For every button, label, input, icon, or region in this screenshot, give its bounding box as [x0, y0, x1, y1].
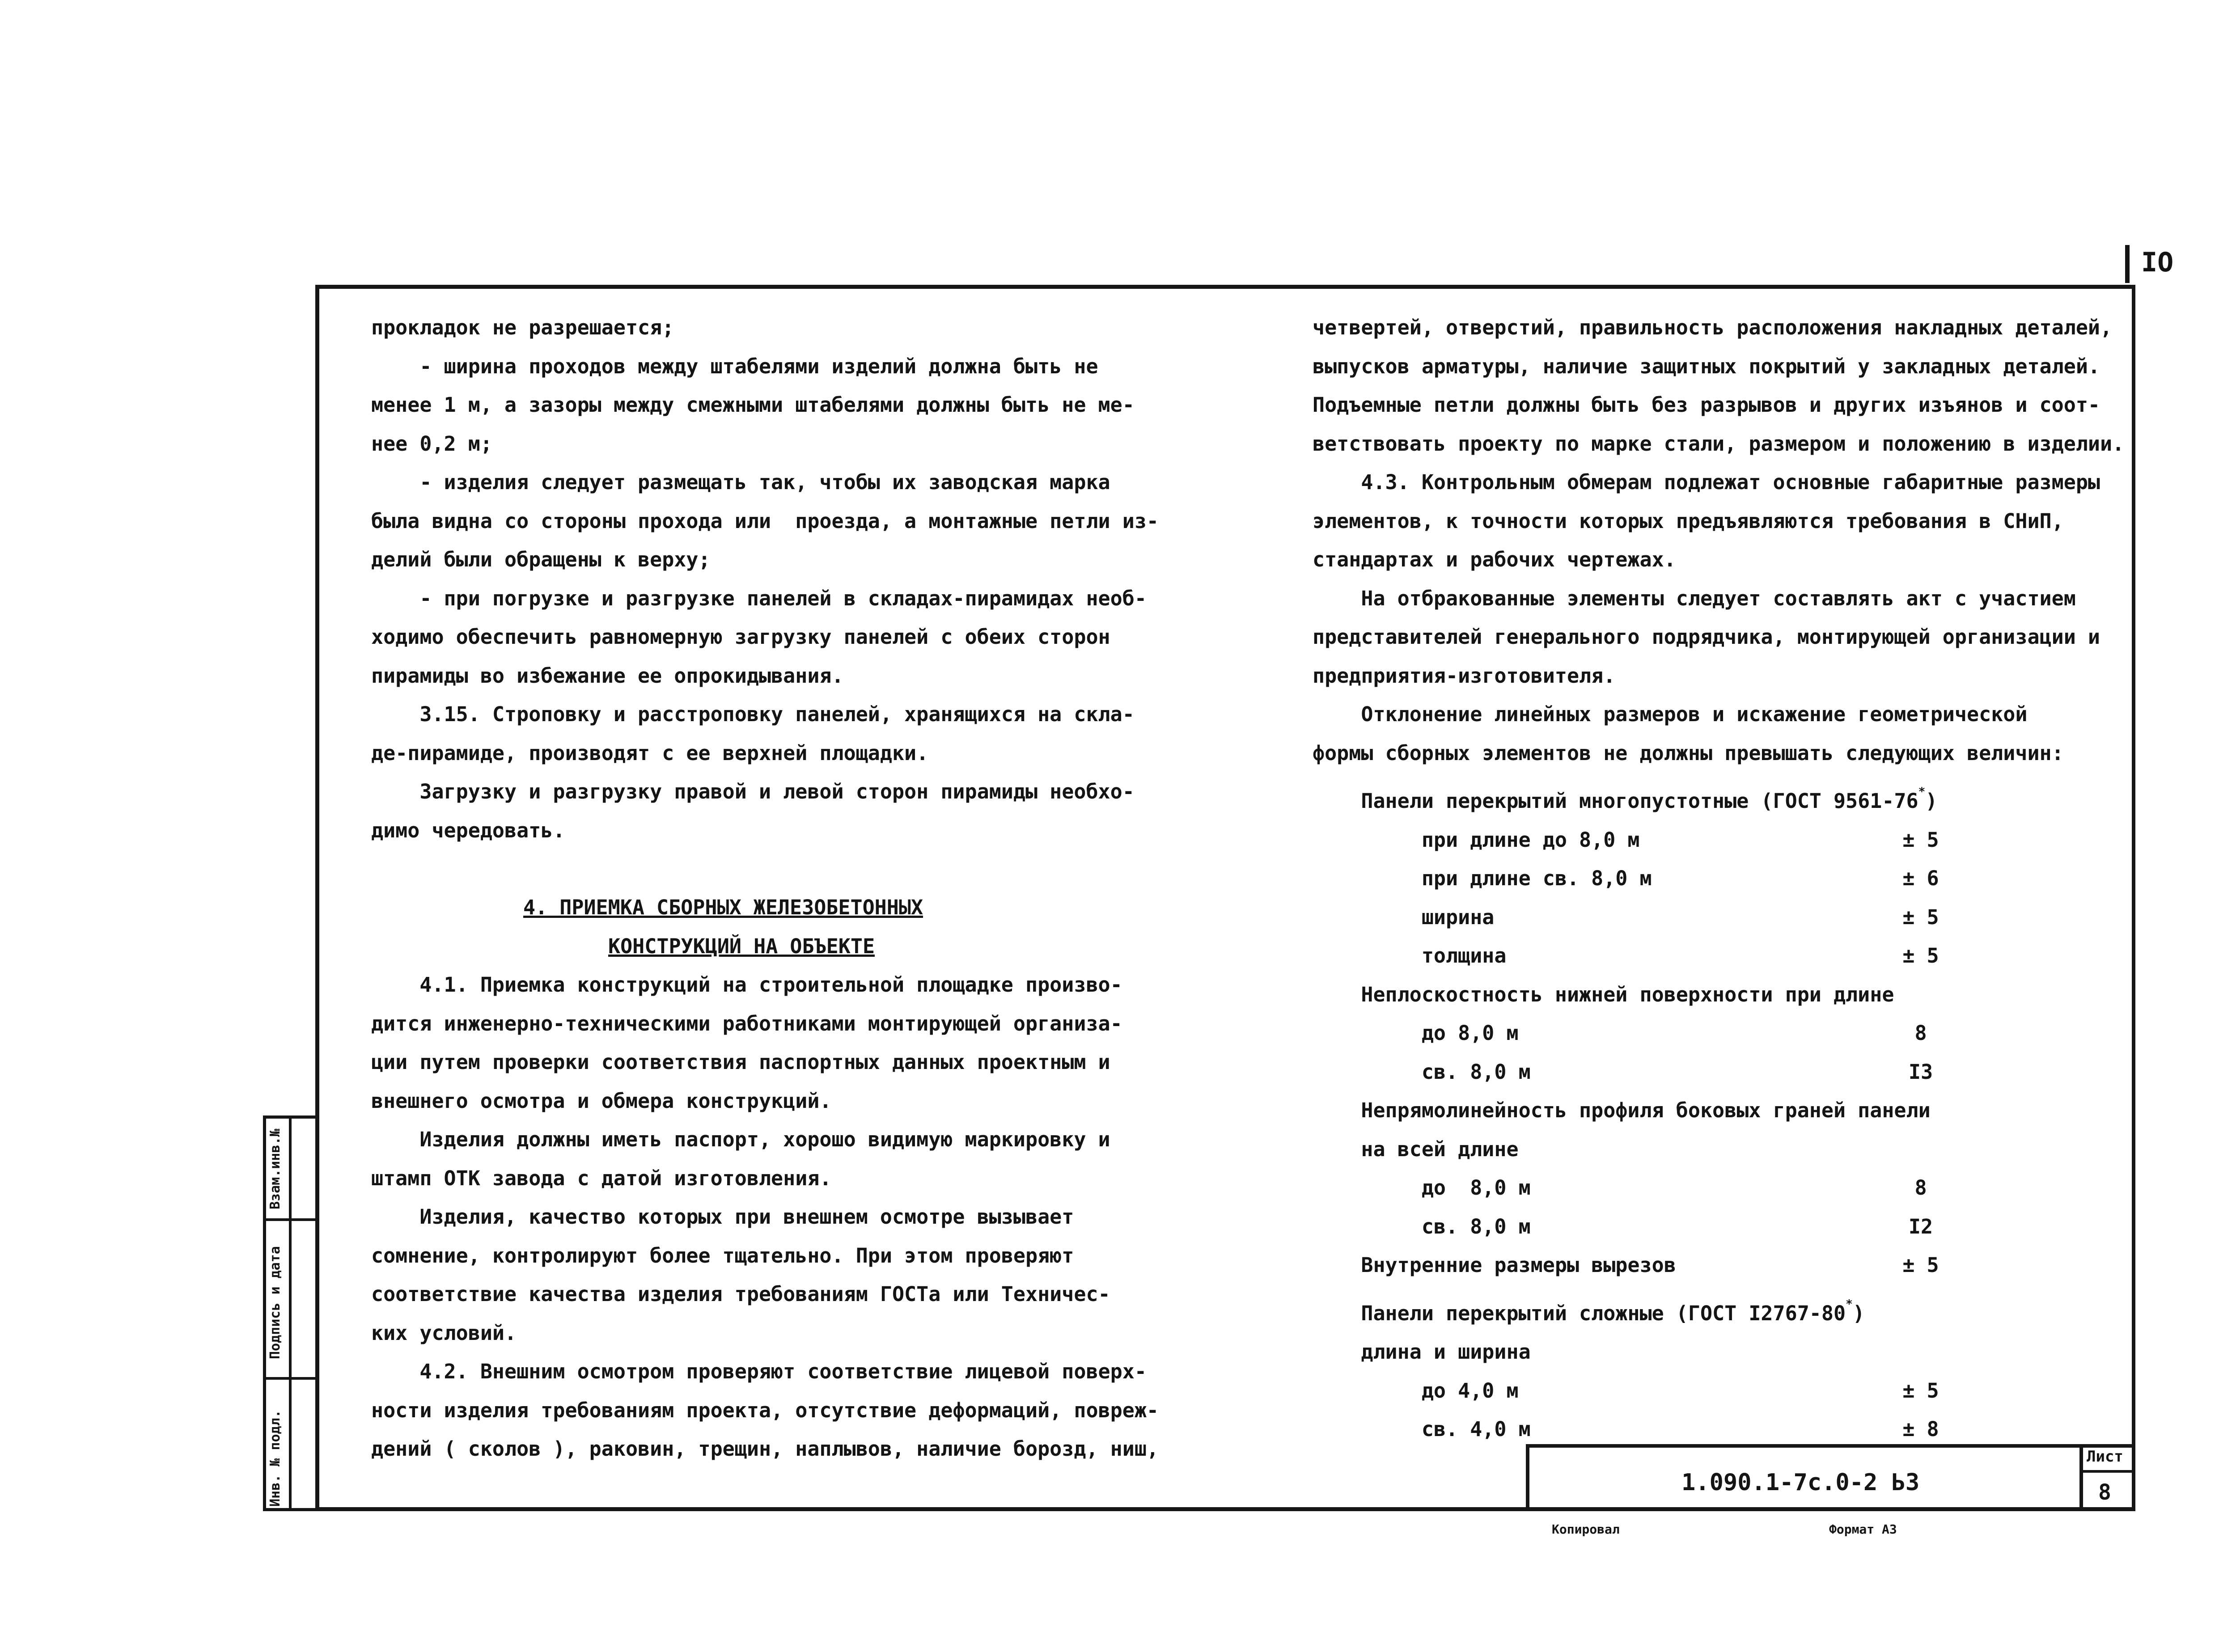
tolerance-row	[1313, 1130, 2122, 1169]
tolerance-row	[1313, 1246, 2122, 1285]
tolerance-name-text: Непрямолинейность профиля боковых граней панели	[1313, 1099, 1931, 1122]
tolerance-value: I2	[1908, 1214, 1933, 1238]
tolerance-row	[1313, 937, 2122, 976]
tolerance-name	[1313, 1208, 1885, 1246]
tolerance-name-text: при длине св. 8,0 м	[1313, 866, 1652, 890]
tolerance-value	[1885, 1285, 1956, 1333]
tolerance-name	[1313, 1333, 1885, 1372]
tolerance-name	[1313, 976, 1894, 1014]
paragraph-line: пирамиды во избежание ее опрокидывания.	[371, 663, 844, 688]
tolerance-name	[1313, 1169, 1885, 1208]
tolerance-name	[1313, 898, 1885, 937]
tolerance-value: 8	[1914, 1176, 1927, 1200]
paragraph-line: четвертей, отверстий, правильность расположения накладных деталей,	[1313, 316, 2113, 339]
tolerance-suffix: )	[1852, 1301, 1865, 1325]
paragraph-line: предприятия-изготовителя.	[1313, 663, 1616, 688]
tolerance-name-text: до 8,0 м	[1313, 1176, 1531, 1200]
paragraph-line: Изделия, качество которых при внешнем осмотре вызывает	[371, 1205, 1074, 1229]
tolerance-name	[1313, 1410, 1885, 1449]
tolerance-name-text: на всей длине	[1313, 1137, 1519, 1161]
sheet-box-separator	[2079, 1470, 2135, 1473]
tolerance-value	[1885, 1091, 1956, 1130]
paragraph-line: дений ( сколов ), раковин, трещин, наплывов, наличие борозд, ниш,	[371, 1437, 1159, 1461]
paragraph-line: ходимо обеспечить равномерную загрузку панелей с обеих сторон	[371, 625, 1110, 649]
tolerance-value: 8	[1914, 1021, 1927, 1045]
tolerance-row	[1313, 976, 2122, 1014]
tolerance-name	[1313, 821, 1885, 860]
tolerance-name	[1313, 1130, 1885, 1169]
document-code: 1.090.1-7с.0-2 ЬЗ	[1681, 1469, 1920, 1496]
tolerance-row	[1313, 1208, 2122, 1246]
tolerance-suffix: )	[1925, 789, 1938, 813]
tolerance-name-text: до 8,0 м	[1313, 1021, 1519, 1045]
paragraph-line: ветствовать проекту по марке стали, размером и положению в изделии.	[1313, 431, 2125, 456]
tolerance-name	[1313, 773, 1938, 821]
tolerance-name-text: толщина	[1313, 944, 1507, 968]
tolerance-name	[1313, 859, 1885, 898]
tolerance-row	[1313, 1014, 2122, 1053]
tolerance-name-text: Панели перекрытий многопустотные (ГОСТ 9561-76	[1313, 789, 1918, 813]
page-number: IO	[2141, 247, 2174, 278]
sheet-label: Лист	[2087, 1448, 2123, 1466]
paragraph-line: делий были обращены к верху;	[371, 548, 711, 571]
tolerance-name-text: Неплоскостность нижней поверхности при длине	[1313, 982, 1894, 1006]
tolerance-list	[1313, 773, 2122, 1449]
paragraph-line: 4.2. Внешним осмотром проверяют соответствие лицевой поверх-	[371, 1360, 1147, 1383]
paragraph-line: внешнего осмотра и обмера конструкций.	[371, 1089, 832, 1113]
footer-copied: Копировал	[1552, 1522, 1620, 1537]
tolerance-name-text: длина и ширина	[1313, 1340, 1531, 1364]
tolerance-row	[1313, 1372, 2122, 1411]
left-column	[371, 308, 1176, 1469]
paragraph-line: Изделия должны иметь паспорт, хорошо видимую маркировку и	[371, 1128, 1110, 1151]
tolerance-name-text: при длине до 8,0 м	[1313, 828, 1640, 852]
sheet-number: 8	[2098, 1480, 2111, 1505]
paragraph-line: менее 1 м, а зазоры между смежными штабелями должны быть не ме-	[371, 393, 1135, 417]
paragraph-line: выпусков арматуры, наличие защитных покрытий у закладных деталей.	[1313, 354, 2100, 378]
side-stamp-divider	[289, 1115, 292, 1511]
tolerance-row	[1313, 1169, 2122, 1208]
paragraph-line: 4.1. Приемка конструкций на строительной площадке произво-	[371, 973, 1122, 997]
paragraph-line: 4.3. Контрольным обмерам подлежат основные габаритные размеры	[1313, 470, 2100, 494]
tolerance-row	[1313, 821, 2122, 860]
paragraph-line: ких условий.	[371, 1321, 517, 1345]
paragraph-line: была видна со стороны прохода или проезда, а монтажные петли из-	[371, 509, 1159, 533]
tolerance-row	[1313, 773, 2122, 821]
side-stamp-label-3: Взам.инв.№	[267, 1128, 283, 1209]
tolerance-name	[1313, 1014, 1885, 1053]
tolerance-name	[1313, 1091, 1931, 1130]
tolerance-name-text: до 4,0 м	[1313, 1378, 1519, 1403]
tolerance-value: ± 5	[1902, 905, 1939, 929]
tolerance-row	[1313, 859, 2122, 898]
paragraph-line: стандартах и рабочих чертежах.	[1313, 548, 1676, 571]
tolerance-value: ± 5	[1902, 1253, 1939, 1277]
paragraph-line: - ширина проходов между штабелями изделий должна быть не	[371, 354, 1098, 378]
paragraph-line: соответствие качества изделия требованиям ГОСТа или Техничес-	[371, 1282, 1110, 1306]
tolerance-row	[1313, 1091, 2122, 1130]
right-column	[1313, 308, 2125, 1449]
tolerance-row	[1313, 1053, 2122, 1092]
paragraph-line: штамп ОТК завода с датой изготовления.	[371, 1166, 832, 1190]
tolerance-value	[1885, 1130, 1956, 1169]
tolerance-row	[1313, 1333, 2122, 1372]
tolerance-row	[1313, 1410, 2122, 1449]
paragraph-line: де-пирамиде, производят с ее верхней площадки.	[371, 741, 929, 765]
left-paragraphs-after	[371, 966, 1176, 1469]
tolerance-name-text: ширина	[1313, 905, 1495, 929]
paragraph-line: Загрузку и разгрузку правой и левой сторон пирамиды необхо-	[371, 780, 1135, 803]
paragraph-line: формы сборных элементов не должны превышать следующих величин:	[1313, 741, 2064, 765]
section-heading-line-2: КОНСТРУКЦИЙ НА ОБЪЕКТЕ	[608, 934, 875, 958]
tolerance-value: ± 5	[1902, 828, 1939, 852]
right-paragraphs	[1313, 308, 2125, 773]
paragraph-line: представителей генерального подрядчика, монтирующей организации и	[1313, 625, 2100, 649]
side-stamp-label-2: Подпись и дата	[267, 1246, 283, 1359]
paragraph-line: - при погрузке и разгрузке панелей в складах-пирамидах необ-	[371, 586, 1147, 610]
section-heading-line-1: 4. ПРИЕМКА СБОРНЫХ ЖЕЛЕЗОБЕТОННЫХ	[523, 896, 923, 919]
paragraph-line: 3.15. Строповку и расстроповку панелей, хранящихся на скла-	[371, 702, 1135, 726]
paragraph-line: На отбракованные элементы следует составлять акт с участием	[1313, 586, 2076, 610]
tolerance-name-text: св. 8,0 м	[1313, 1060, 1531, 1084]
tolerance-value	[1885, 1333, 1956, 1372]
left-paragraphs	[371, 308, 1176, 850]
tolerance-value	[1885, 773, 1956, 821]
paragraph-line: прокладок не разрешается;	[371, 316, 674, 339]
page-number-tick	[2125, 245, 2130, 283]
tolerance-row	[1313, 1285, 2122, 1333]
tolerance-name	[1313, 1285, 1885, 1333]
footer-format: Формат А3	[1829, 1522, 1897, 1537]
side-stamp-separator-1	[263, 1218, 318, 1221]
tolerance-value	[1885, 976, 1956, 1014]
paragraph-line: дится инженерно-техническими работниками монтирующей организа-	[371, 1011, 1122, 1035]
tolerance-name-text: св. 8,0 м	[1313, 1214, 1531, 1238]
tolerance-name	[1313, 1053, 1885, 1092]
tolerance-value: ± 5	[1902, 1378, 1939, 1403]
paragraph-line: сомнение, контролируют более тщательно. При этом проверяют	[371, 1243, 1074, 1268]
section-heading	[523, 888, 1176, 966]
tolerance-value: ± 6	[1902, 866, 1939, 890]
tolerance-name-text: св. 4,0 м	[1313, 1417, 1531, 1441]
paragraph-line: ности изделия требованиям проекта, отсутствие деформаций, повреж-	[371, 1398, 1159, 1422]
tolerance-name	[1313, 937, 1885, 976]
paragraph-line: нее 0,2 м;	[371, 431, 492, 456]
tolerance-value: ± 8	[1902, 1417, 1939, 1441]
tolerance-row	[1313, 898, 2122, 937]
tolerance-name-text: Панели перекрытий сложные (ГОСТ I2767-80	[1313, 1301, 1846, 1325]
paragraph-line: - изделия следует размещать так, чтобы их заводская марка	[371, 470, 1110, 494]
side-stamp-label-1: Инв. № подл.	[267, 1410, 283, 1507]
tolerance-superscript: *	[1918, 785, 1926, 799]
side-stamp-separator-2	[263, 1377, 318, 1380]
paragraph-line: ции путем проверки соответствия паспортных данных проектным и	[371, 1050, 1110, 1074]
tolerance-name	[1313, 1246, 1885, 1285]
paragraph-line: димо чередовать.	[371, 818, 565, 842]
paragraph-line: Отклонение линейных размеров и искажение геометрической	[1313, 702, 2028, 726]
tolerance-superscript: *	[1846, 1297, 1853, 1311]
tolerance-value: ± 5	[1902, 944, 1939, 968]
tolerance-name	[1313, 1372, 1885, 1411]
paragraph-line: Подъемные петли должны быть без разрывов и других изъянов и соот-	[1313, 393, 2100, 417]
tolerance-name-text: Внутренние размеры вырезов	[1313, 1253, 1676, 1277]
tolerance-value: I3	[1908, 1060, 1933, 1084]
paragraph-line: элементов, к точности которых предъявляются требования в СНиП,	[1313, 509, 2064, 533]
